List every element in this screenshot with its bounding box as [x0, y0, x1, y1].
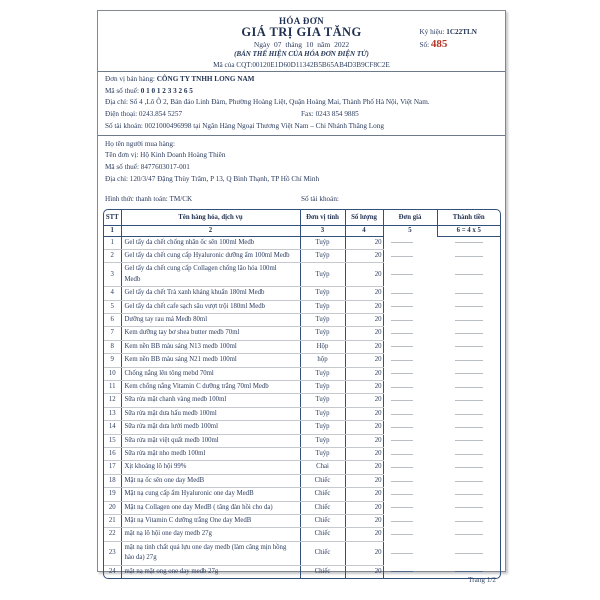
invoice-page [97, 10, 506, 575]
amount-placeholder [455, 481, 483, 482]
table-row [104, 501, 500, 514]
row-qty: 20 [345, 474, 383, 487]
row-name: Mặt nạ Collagen one day MedB ( tăng đàn hồi cho da) [121, 501, 300, 514]
unit-price-placeholder [391, 571, 413, 572]
row-unit: Tuýp [300, 394, 345, 407]
row-name: Sữa rửa mặt việt quất medb 100ml [121, 434, 300, 447]
row-unit: Tuýp [300, 249, 345, 262]
row-unit: Tuýp [300, 421, 345, 434]
seller-phone: Điện thoại: 0243.854 5257 [105, 110, 183, 119]
invoice-number: Số: 485 [419, 38, 448, 50]
row-stt: 7 [104, 327, 121, 340]
row-amount [437, 313, 500, 326]
unit-price-placeholder [391, 306, 413, 307]
row-name: mặt nạ lô hội one day medb 27g [121, 528, 300, 541]
row-name: Gel tẩy da chết cung cấp Collagen chống lão hóa 100ml Medb [121, 263, 300, 287]
invoice-serial: Ký hiệu: 1C22TLN [419, 28, 477, 36]
row-amount [437, 448, 500, 461]
row-unit: Chiếc [300, 528, 345, 541]
unit-price-placeholder [391, 521, 413, 522]
amount-placeholder [455, 360, 483, 361]
row-unit-price [383, 541, 437, 565]
unit-price-placeholder [391, 346, 413, 347]
row-unit: Hộp [300, 340, 345, 353]
row-amount [437, 367, 500, 380]
row-unit: Chiếc [300, 565, 345, 578]
row-unit: Tuýp [300, 300, 345, 313]
amount-placeholder [455, 534, 483, 535]
row-name: Sữa rửa mặt dưa lưới medb 100ml [121, 421, 300, 434]
table-row [104, 249, 500, 262]
row-qty: 20 [345, 327, 383, 340]
row-unit: Chiếc [300, 488, 345, 501]
row-name: Sữa rửa mặt chanh vàng medb 100ml [121, 394, 300, 407]
unit-price-placeholder [391, 387, 413, 388]
row-stt: 10 [104, 367, 121, 380]
row-qty: 20 [345, 340, 383, 353]
row-qty: 20 [345, 515, 383, 528]
unit-price-placeholder [391, 242, 413, 243]
row-unit-price [383, 421, 437, 434]
row-unit-price [383, 340, 437, 353]
row-amount [437, 421, 500, 434]
row-amount [437, 541, 500, 565]
row-qty: 20 [345, 263, 383, 287]
row-unit-price [383, 488, 437, 501]
row-name: mặt nạ tinh chất quả lựu one day medb (làm căng mịn hồng hào da) 27g [121, 541, 300, 565]
row-qty: 20 [345, 421, 383, 434]
row-stt: 4 [104, 287, 121, 300]
row-amount [437, 394, 500, 407]
row-amount [437, 287, 500, 300]
col-header-stt: STT [104, 210, 121, 225]
col-number-6: 6 = 4 x 5 [437, 225, 500, 236]
row-stt: 2 [104, 249, 121, 262]
unit-price-placeholder [391, 320, 413, 321]
amount-placeholder [455, 306, 483, 307]
amount-placeholder [455, 320, 483, 321]
items-body [104, 236, 500, 578]
row-amount [437, 381, 500, 394]
payment-line [105, 194, 497, 206]
amount-placeholder [455, 274, 483, 275]
table-row [104, 236, 500, 249]
unit-price-placeholder [391, 507, 413, 508]
row-stt: 15 [104, 434, 121, 447]
row-name: Kem dưỡng tay bơ shea butter medb 70ml [121, 327, 300, 340]
amount-placeholder [455, 400, 483, 401]
amount-placeholder [455, 494, 483, 495]
col-header-name: Tên hàng hóa, dịch vụ [121, 210, 300, 225]
row-amount [437, 434, 500, 447]
row-unit: Tuýp [300, 434, 345, 447]
table-row [104, 488, 500, 501]
row-unit-price [383, 434, 437, 447]
row-stt: 19 [104, 488, 121, 501]
col-number-4: 4 [345, 225, 383, 236]
seller-company-name: CÔNG TY TNHH LONG NAM [156, 75, 255, 83]
amount-placeholder [455, 242, 483, 243]
table-row [104, 448, 500, 461]
row-name: Kem chống nắng Vitamin C dưỡng trắng 70ml Medb [121, 381, 300, 394]
row-unit-price [383, 327, 437, 340]
row-qty: 20 [345, 541, 383, 565]
row-unit: Chiếc [300, 541, 345, 565]
row-unit: Chai [300, 461, 345, 474]
row-unit-price [383, 448, 437, 461]
table-row [104, 354, 500, 367]
table-row [104, 327, 500, 340]
amount-placeholder [455, 454, 483, 455]
row-stt: 17 [104, 461, 121, 474]
row-unit-price [383, 515, 437, 528]
unit-price-placeholder [391, 454, 413, 455]
seller-name-line: Đơn vị bán hàng: CÔNG TY TNHH LONG NAM [105, 75, 255, 83]
serial-number-block [419, 28, 477, 50]
row-unit: hộp [300, 354, 345, 367]
row-stt: 8 [104, 340, 121, 353]
table-row [104, 300, 500, 313]
row-qty: 20 [345, 394, 383, 407]
row-stt: 20 [104, 501, 121, 514]
col-number-1: 1 [104, 225, 121, 236]
row-unit: Chiếc [300, 474, 345, 487]
row-qty: 20 [345, 287, 383, 300]
page-number: Trang 1/2 [468, 576, 496, 584]
amount-placeholder [455, 571, 483, 572]
col-number-5: 5 [383, 225, 437, 236]
row-name: Gel tẩy da chết chống nhăn ốc sên 100ml Medb [121, 236, 300, 249]
unit-price-placeholder [391, 414, 413, 415]
row-name: Mặt nạ cung cấp ẩm Hyaluronic one day MedB [121, 488, 300, 501]
amount-placeholder [455, 521, 483, 522]
table-row [104, 461, 500, 474]
row-name: Kem nền BB màu sáng N21 medb 100ml [121, 354, 300, 367]
row-stt: 22 [104, 528, 121, 541]
row-unit-price [383, 300, 437, 313]
row-qty: 20 [345, 501, 383, 514]
seller-tax-line: Mã số thuế: 0 1 0 1 2 3 3 2 6 5 [105, 86, 193, 95]
row-unit-price [383, 461, 437, 474]
row-unit-price [383, 381, 437, 394]
invoice-header [98, 11, 505, 72]
seller-tax-code: 0 1 0 1 2 3 3 2 6 5 [140, 86, 193, 95]
row-qty: 20 [345, 448, 383, 461]
table-row [104, 381, 500, 394]
unit-price-placeholder [391, 467, 413, 468]
row-qty: 20 [345, 300, 383, 313]
row-stt: 5 [104, 300, 121, 313]
unit-price-placeholder [391, 373, 413, 374]
unit-price-placeholder [391, 274, 413, 275]
row-unit: Chiếc [300, 501, 345, 514]
table-row [104, 263, 500, 287]
row-stt: 18 [104, 474, 121, 487]
table-row [104, 287, 500, 300]
seller-phone-fax-line [105, 109, 497, 121]
seller-fax: Fax: 0243 854 9885 [301, 110, 359, 119]
row-qty: 20 [345, 249, 383, 262]
amount-placeholder [455, 256, 483, 257]
invoice-vat-title: GIÁ TRỊ GIA TĂNG [241, 25, 362, 39]
row-unit-price [383, 407, 437, 420]
row-name: Kem nền BB màu sáng N13 medb 100ml [121, 340, 300, 353]
row-unit: Chiếc [300, 515, 345, 528]
row-amount [437, 501, 500, 514]
amount-placeholder [455, 440, 483, 441]
row-qty: 20 [345, 434, 383, 447]
row-qty: 20 [345, 236, 383, 249]
items-table-header [104, 210, 500, 236]
unit-price-placeholder [391, 333, 413, 334]
col-number-2: 2 [121, 225, 300, 236]
row-qty: 20 [345, 528, 383, 541]
seller-bank-account-line: Số tài khoản: 0021000496998 tại Ngân Hàng Ngoại Thương Việt Nam – Chi Nhánh Thăng Long [105, 121, 384, 130]
row-name: Mặt nạ ốc sên one day MedB [121, 474, 300, 487]
unit-price-placeholder [391, 494, 413, 495]
row-unit-price [383, 236, 437, 249]
row-name: Gel tẩy da chết cung cấp Hyaluronic dưỡng ẩm 100ml Medb [121, 249, 300, 262]
row-unit-price [383, 313, 437, 326]
row-unit-price [383, 354, 437, 367]
table-row [104, 528, 500, 541]
row-stt: 14 [104, 421, 121, 434]
row-amount [437, 488, 500, 501]
invoice-number-value: 485 [430, 38, 448, 50]
row-amount [437, 528, 500, 541]
amount-placeholder [455, 427, 483, 428]
row-qty: 20 [345, 488, 383, 501]
row-amount [437, 407, 500, 420]
unit-price-placeholder [391, 534, 413, 535]
items-table [103, 209, 501, 579]
row-unit: Tuýp [300, 313, 345, 326]
row-stt: 16 [104, 448, 121, 461]
row-amount [437, 249, 500, 262]
row-unit: Tuýp [300, 327, 345, 340]
row-qty: 20 [345, 565, 383, 578]
table-row [104, 394, 500, 407]
row-name: Sữa rửa mặt dưa hấu medb 100ml [121, 407, 300, 420]
amount-placeholder [455, 387, 483, 388]
row-amount [437, 515, 500, 528]
col-header-total: Thành tiền [437, 210, 500, 225]
row-qty: 20 [345, 354, 383, 367]
unit-price-placeholder [391, 427, 413, 428]
row-name: mặt nạ mật ong one day medb 27g [121, 565, 300, 578]
amount-placeholder [455, 507, 483, 508]
row-unit-price [383, 287, 437, 300]
row-amount [437, 461, 500, 474]
buyer-bank-account: Số tài khoản: [301, 195, 339, 204]
table-row [104, 407, 500, 420]
table-row [104, 367, 500, 380]
row-stt: 6 [104, 313, 121, 326]
row-stt: 3 [104, 263, 121, 287]
seller-section [98, 72, 505, 136]
table-row [104, 313, 500, 326]
buyer-address-line: Địa chỉ: 120/3/47 Đặng Thùy Trâm, P 13, Q Bình Thạnh, TP Hồ Chí Minh [105, 174, 320, 183]
row-amount [437, 327, 500, 340]
unit-price-placeholder [391, 256, 413, 257]
row-stt: 13 [104, 407, 121, 420]
row-unit: Tuýp [300, 381, 345, 394]
row-unit-price [383, 263, 437, 287]
row-qty: 20 [345, 367, 383, 380]
seller-address-line: Địa chỉ: Số 4 ,Lô Ô 2, Bán đảo Linh Đàm, Phường Hoàng Liệt, Quận Hoàng Mai, Thành Phố Hà Nội, Việt Nam. [105, 98, 430, 107]
row-unit-price [383, 528, 437, 541]
row-unit: Tuýp [300, 367, 345, 380]
amount-placeholder [455, 373, 483, 374]
row-stt: 24 [108, 567, 116, 575]
row-qty: 20 [345, 381, 383, 394]
row-name: Gel tẩy da chết Trà xanh kháng khuẩn 180ml Medb [121, 287, 300, 300]
row-qty: 20 [345, 313, 383, 326]
row-name: Chống nắng lên tông mebd 70ml [121, 367, 300, 380]
row-unit-price [383, 367, 437, 380]
table-row [104, 421, 500, 434]
amount-placeholder [455, 553, 483, 554]
unit-price-placeholder [391, 400, 413, 401]
row-unit-price [383, 249, 437, 262]
unit-price-placeholder [391, 481, 413, 482]
unit-price-placeholder [391, 360, 413, 361]
row-unit-price [383, 474, 437, 487]
table-row [104, 515, 500, 528]
unit-price-placeholder [391, 553, 413, 554]
table-row [104, 434, 500, 447]
amount-placeholder [455, 333, 483, 334]
e-invoice-note: (BẢN THỂ HIỆN CỦA HÓA ĐƠN ĐIỆN TỬ) [234, 50, 369, 58]
row-name: Mặt nạ Vitamin C dưỡng trắng One day MedB [121, 515, 300, 528]
cqt-code: Mã của CQT:00120E1D60D11342B5B65AB4D3B9CF8C2E [213, 61, 390, 69]
row-stt: 12 [104, 394, 121, 407]
buyer-tax-line: Mã số thuế: 8477603017-001 [105, 162, 190, 171]
row-stt: 9 [104, 354, 121, 367]
row-stt: 11 [104, 381, 121, 394]
row-unit-price [383, 394, 437, 407]
row-amount [437, 300, 500, 313]
unit-price-placeholder [391, 440, 413, 441]
row-unit: Tuýp [300, 236, 345, 249]
buyer-unit-line: Tên đơn vị: Hộ Kinh Doanh Hoàng Thiên [105, 151, 226, 160]
row-unit-price [383, 501, 437, 514]
row-stt: 1 [104, 236, 121, 249]
amount-placeholder [455, 467, 483, 468]
row-stt: 23 [104, 541, 121, 565]
row-stt: 21 [104, 515, 121, 528]
col-header-unit: Đơn vị tính [300, 210, 345, 225]
row-amount [437, 236, 500, 249]
row-name: Gel tẩy da chết cafe sạch sâu vượt trội 180ml Medb [121, 300, 300, 313]
col-header-qty: Số lượng [345, 210, 383, 225]
payment-method: Hình thức thanh toán: TM/CK [105, 195, 193, 204]
amount-placeholder [455, 414, 483, 415]
row-name: Sữa rửa mặt nho medb 100ml [121, 448, 300, 461]
buyer-name-line: Họ tên người mua hàng: [105, 139, 175, 148]
unit-price-placeholder [391, 293, 413, 294]
row-unit: Tuýp [300, 263, 345, 287]
row-unit: Tuýp [300, 287, 345, 300]
buyer-section [98, 136, 505, 207]
invoice-date: Ngày 07 tháng 10 năm 2022 [253, 40, 350, 49]
row-amount [437, 474, 500, 487]
row-name: Dưỡng tay rau má Medb 80ml [121, 313, 300, 326]
table-row [104, 474, 500, 487]
row-qty: 20 [345, 407, 383, 420]
row-amount [437, 263, 500, 287]
amount-placeholder [455, 346, 483, 347]
row-unit: Tuýp [300, 407, 345, 420]
row-amount [437, 354, 500, 367]
amount-placeholder [455, 293, 483, 294]
invoice-title: HÓA ĐƠN [278, 16, 325, 26]
table-row [104, 340, 500, 353]
buyer-spacer [105, 185, 497, 194]
row-unit: Tuýp [300, 448, 345, 461]
col-header-price: Đơn giá [383, 210, 437, 225]
row-amount [437, 340, 500, 353]
row-qty: 20 [345, 461, 383, 474]
col-number-3: 3 [300, 225, 345, 236]
table-row [104, 541, 500, 565]
row-name: Xịt khoáng lô hội 99% [121, 461, 300, 474]
